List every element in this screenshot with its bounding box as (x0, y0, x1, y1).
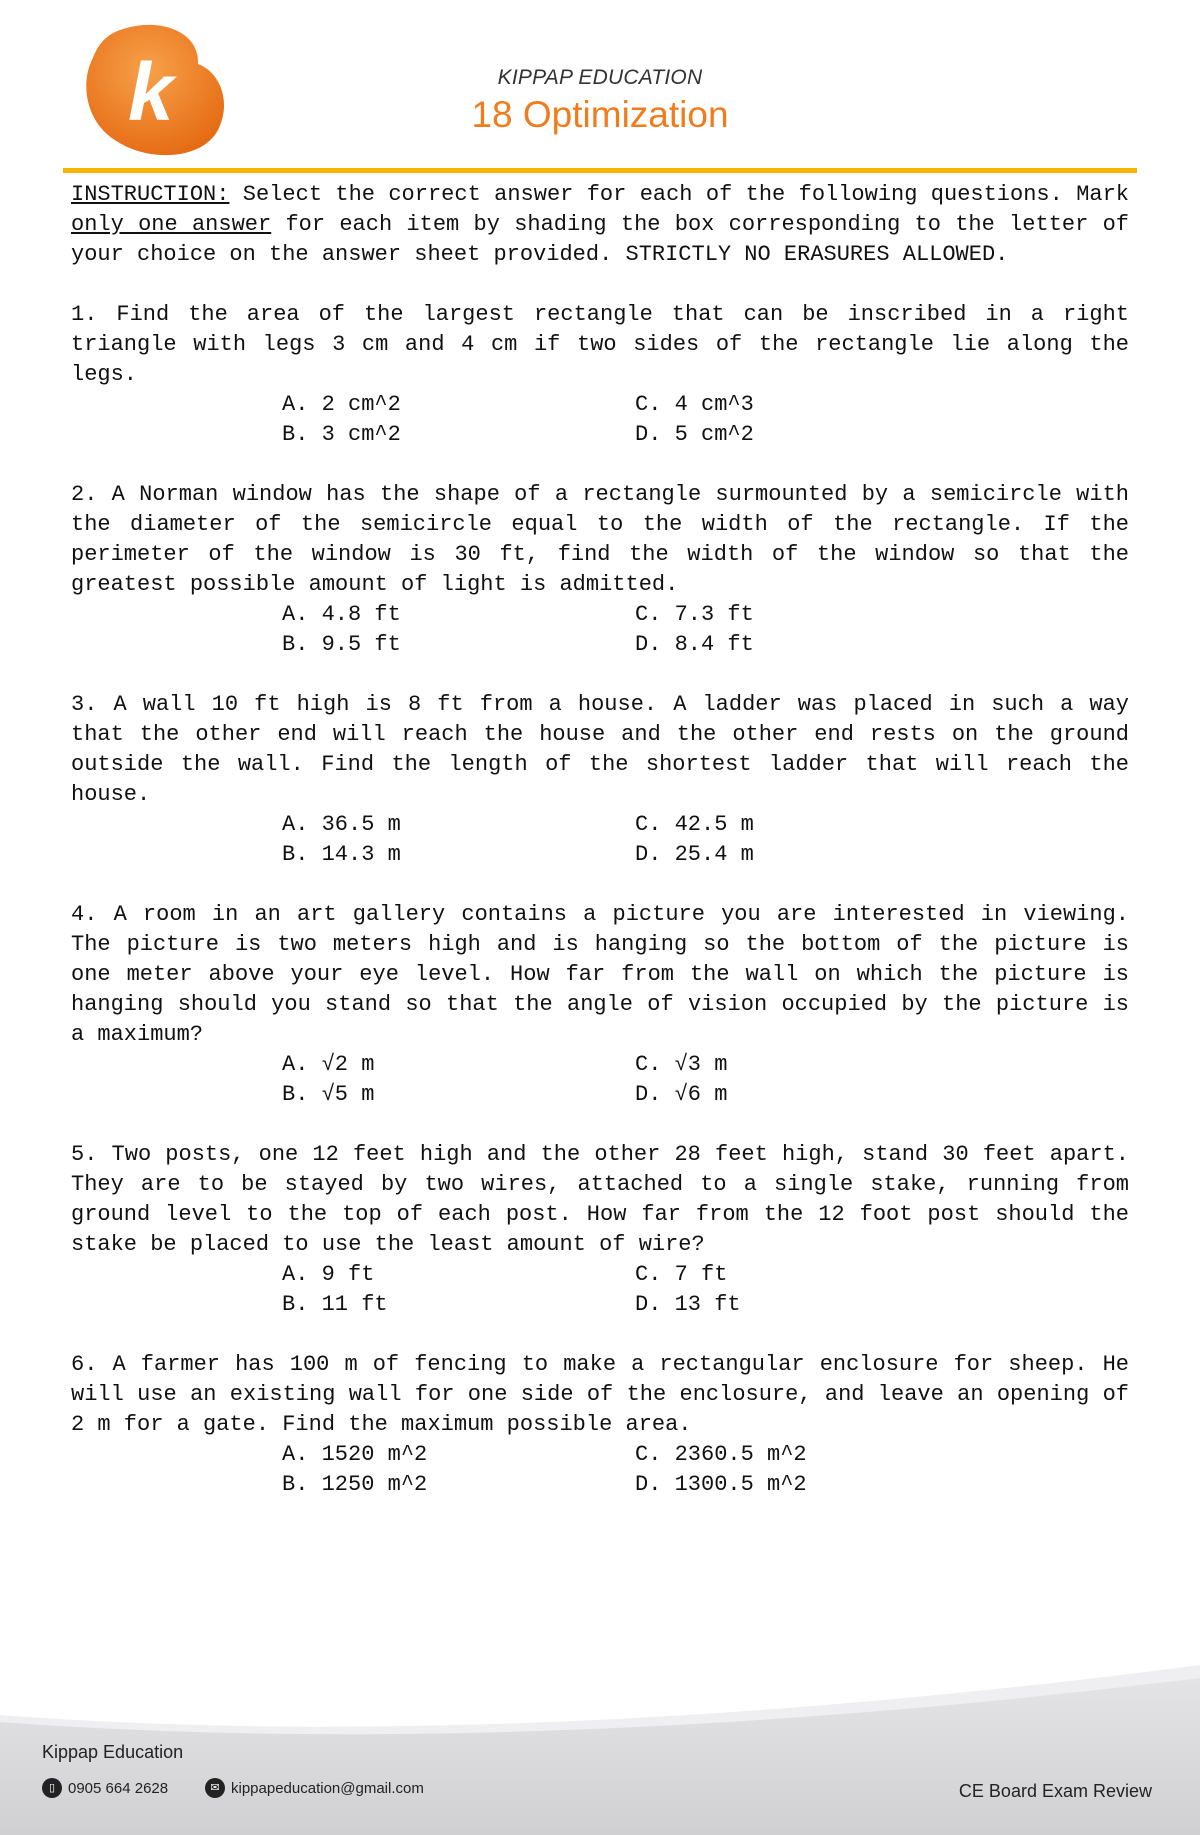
worksheet-content (71, 180, 1129, 1500)
question-1 (71, 300, 1129, 450)
instruction-underlined: only one answer (71, 212, 272, 237)
choice-c: C. √3 m (635, 1052, 728, 1077)
choices (282, 600, 1129, 660)
instruction-paragraph (71, 180, 1129, 270)
choice-d: D. 5 cm^2 (635, 422, 754, 447)
question-text: 3. A wall 10 ft high is 8 ft from a house. A ladder was placed in such a way that the other end will reach the house and the other end rests on the ground outside the wall. Find the length of the shortest ladder that will reach the house. (71, 692, 1129, 807)
choice-d: D. 13 ft (635, 1292, 741, 1317)
choice-b: B. 9.5 ft (282, 632, 401, 657)
instruction-label: INSTRUCTION: (71, 182, 230, 207)
kippap-logo (80, 22, 230, 162)
choices (282, 390, 1129, 450)
question-5 (71, 1140, 1129, 1320)
question-text: 2. A Norman window has the shape of a rectangle surmounted by a semicircle with the diameter of the semicircle equal to the width of the rectangle. If the perimeter of the window is 30 ft, find the width of the window so that the greatest possible amount of light is admitted. (71, 482, 1129, 597)
choice-b: B. 14.3 m (282, 842, 401, 867)
footer-organization: Kippap Education (42, 1742, 184, 1762)
choices (282, 1440, 1129, 1500)
choice-c: C. 42.5 m (635, 812, 754, 837)
footer-program: CE Board Exam Review (958, 1781, 1152, 1801)
question-4 (71, 900, 1129, 1110)
question-text: 4. A room in an art gallery contains a picture you are interested in viewing. The picture is two meters high and is hanging so the bottom of the picture is one meter above your eye level. How far from the wall on which the picture is hanging should you stand so that the angle of vision occupied by the picture is a maximum? (71, 902, 1129, 1047)
footer-email (205, 1778, 424, 1798)
header-divider (63, 168, 1137, 173)
choices (282, 1050, 1129, 1110)
choice-d: D. √6 m (635, 1082, 728, 1107)
choice-b: B. 11 ft (282, 1292, 388, 1317)
choice-a: A. 36.5 m (282, 812, 401, 837)
choice-c: C. 7 ft (635, 1262, 728, 1287)
instruction-text-1: Select the correct answer for each of the following questions. Mark (229, 182, 1129, 207)
question-text: 6. A farmer has 100 m of fencing to make a rectangular enclosure for sheep. He will use an existing wall for one side of the enclosure, and leave an opening of 2 m for a gate. Find the maximum possible area. (71, 1352, 1129, 1437)
phone-number: 0905 664 2628 (68, 1779, 169, 1797)
question-text: 1. Find the area of the largest rectangle that can be inscribed in a right triangle with legs 3 cm and 4 cm if two sides of the rectangle lie along the legs. (71, 302, 1129, 387)
phone-icon: ▯ (42, 1778, 62, 1798)
page-title: 18 Optimization (471, 94, 729, 135)
email-address[interactable]: kippapeducation@gmail.com (231, 1779, 424, 1797)
choice-c: C. 2360.5 m^2 (635, 1442, 807, 1467)
choice-b: B. 3 cm^2 (282, 422, 401, 447)
footer-wave-background (0, 1620, 1200, 1835)
instruction-text-2: for each item by shading the box corresponding to the letter of your choice on the answer sheet provided. STRICTLY NO ERASURES ALLOWED. (71, 212, 1129, 267)
choice-d: D. 25.4 m (635, 842, 754, 867)
question-6 (71, 1350, 1129, 1500)
choice-a: A. 1520 m^2 (282, 1442, 428, 1467)
question-2 (71, 480, 1129, 660)
choices (282, 1260, 1129, 1320)
choice-a: A. 2 cm^2 (282, 392, 401, 417)
choice-a: A. √2 m (282, 1052, 375, 1077)
choices (282, 810, 1129, 870)
choice-c: C. 7.3 ft (635, 602, 754, 627)
choice-d: D. 1300.5 m^2 (635, 1472, 807, 1497)
choice-a: A. 4.8 ft (282, 602, 401, 627)
choice-c: C. 4 cm^3 (635, 392, 754, 417)
header (400, 66, 800, 136)
footer-phone (42, 1778, 168, 1798)
question-text: 5. Two posts, one 12 feet high and the other 28 feet high, stand 30 feet apart. They are to be stayed by two wires, attached to a single stake, running from ground level to the top of each post. How far from the 12 foot post should the stake be placed to use the least amount of wire? (71, 1142, 1129, 1257)
choice-d: D. 8.4 ft (635, 632, 754, 657)
choice-a: A. 9 ft (282, 1262, 375, 1287)
choice-b: B. √5 m (282, 1082, 375, 1107)
email-icon: ✉ (205, 1778, 225, 1798)
question-3 (71, 690, 1129, 870)
logo-letter: k (128, 47, 174, 138)
organization-name: KIPPAP EDUCATION (497, 66, 703, 89)
choice-b: B. 1250 m^2 (282, 1472, 428, 1497)
